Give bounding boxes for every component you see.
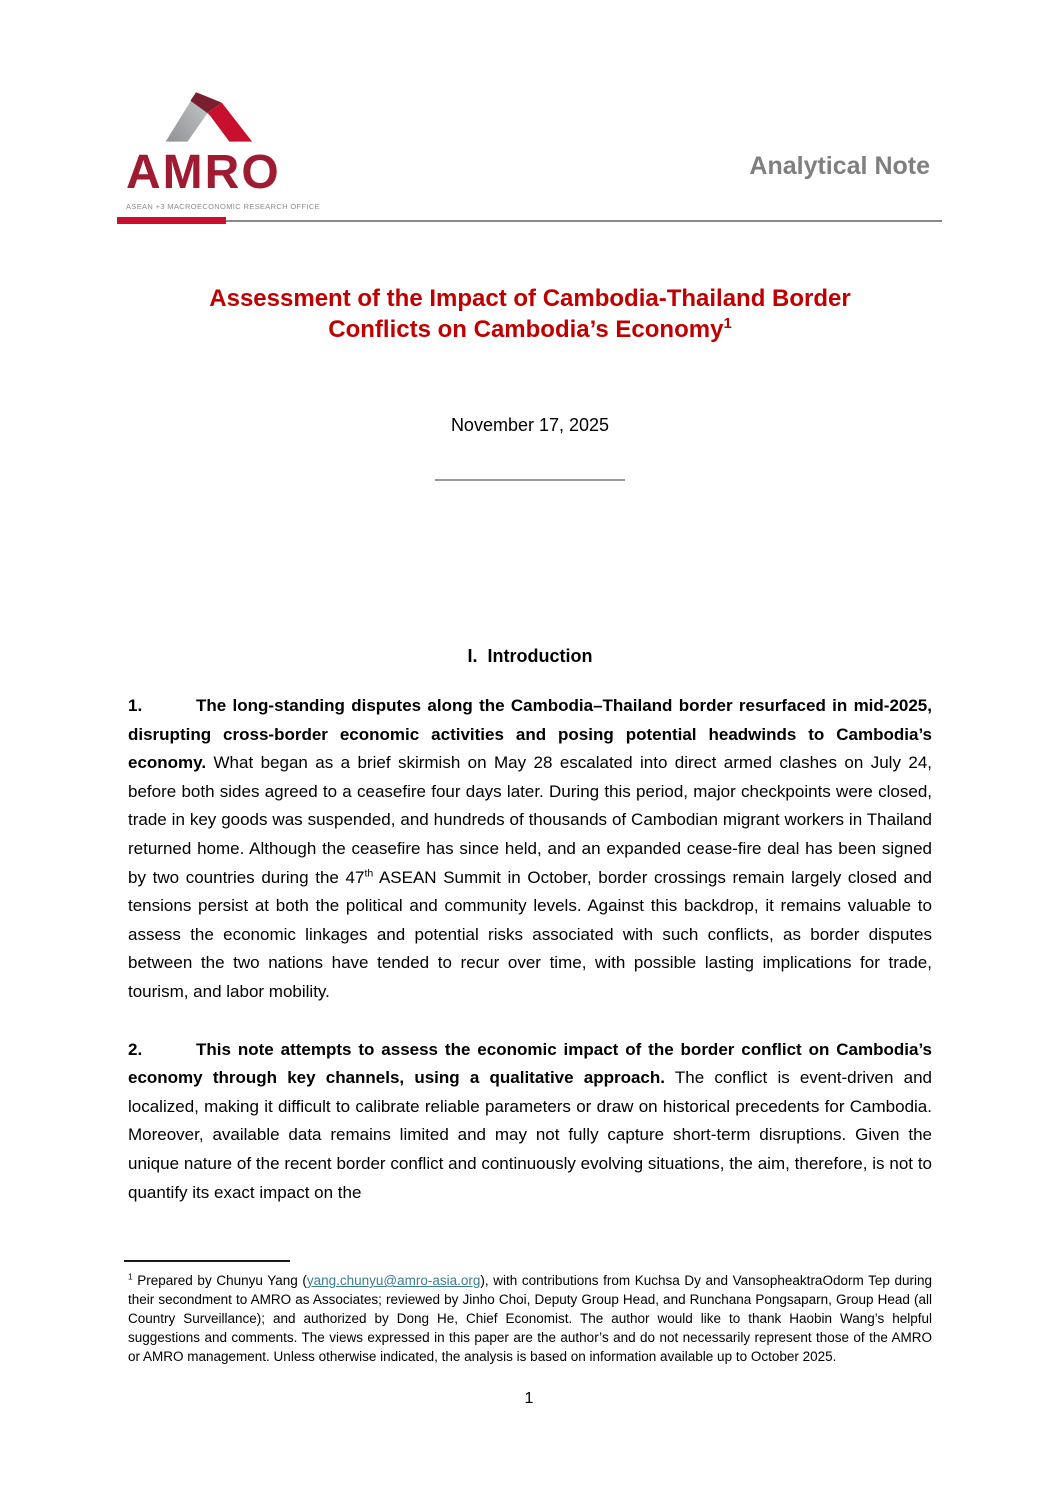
- paragraph-1: [128, 692, 932, 1007]
- date-divider-line: [435, 479, 625, 481]
- paragraph-1-number: 1.: [128, 696, 143, 715]
- paragraph-1-lead: The long-standing disputes along the Cambodia–Thailand border resurfaced in mid-2025, disrupting cross-border economic activities and posing potential headwinds to Cambodia’s economy.: [128, 696, 932, 773]
- paragraph-2: [128, 1036, 932, 1208]
- author-email-link[interactable]: yang.chunyu@amro-asia.org: [306, 1273, 481, 1289]
- brand-name: AMRO: [126, 146, 281, 199]
- amro-a-mark-icon: [160, 86, 255, 144]
- title-line-2: Conflicts on Cambodia’s Economy$^1$: [328, 316, 732, 343]
- paragraph-2-text: The conflict is event-driven and localized, making it difficult to calibrate reliable parameters or draw on historical precedents for Cambodia. Moreover, available data remains limited and may not fully capture short-term disruptions. Given the unique nature of the recent border conflict and continuously evolving situations, the aim, therefore, is not to quantify its exact impact on the: [128, 1068, 932, 1202]
- brand-tagline: ASEAN +3 MACROECONOMIC RESEARCH OFFICE: [126, 202, 320, 211]
- main-content: [0, 283, 1058, 1366]
- document-date: November 17, 2025: [450, 415, 610, 435]
- paragraph-1-text-cont: ASEAN Summit in October, border crossings remain largely closed and tensions persist at both the political and community levels. Against this backdrop, it remains valuable to assess the economic linkages and potential risks associated with such conflicts, as border disputes between the two nations have tended to recur over time, with possible lasting implications for trade, tourism, and labor mobility.: [128, 867, 932, 1001]
- page-title: [128, 283, 932, 345]
- footnote: [128, 1271, 932, 1366]
- section-heading-introduction: I. Introduction: [467, 646, 593, 666]
- header-rule-red-segment: [117, 217, 226, 224]
- footnote-text-before-link: Prepared by Chunyu Yang (: [132, 1273, 307, 1289]
- amro-logo: [126, 86, 320, 211]
- paragraph-1-text: What began as a brief skirmish on May 28 escalated into direct armed clashes on July 24, before both sides agreed to a ceasefire four days later. During this period, major checkpoints were closed, trade in key goods was suspended, and hundreds of thousands of Cambodian migrant workers in Thailand returned home. Although the ceasefire has since held, and an expanded cease-fire deal has been signed by two countries during the 47: [128, 753, 932, 887]
- footnote-separator: [124, 1260, 290, 1262]
- footnote-text-after-link: ), with contributions from Kuchsa Dy and VansopheaktraOdorm Tep during their secondment to AMRO as Associates; reviewed by Jinho Choi, Deputy Group Head, and Runchana Pongsaparn, Group Head (all Country Surveillance); and authorized by Dong He, Chief Economist. The author would like to thank Haobin Wang’s helpful suggestions and comments. The views expressed in this paper are the author’s and do not necessarily represent those of the AMRO or AMRO management. Unless otherwise indicated, the analysis is based on information available up to October 2025.: [128, 1273, 932, 1365]
- header-rule-gray-segment: [226, 220, 942, 222]
- paragraph-1-superscript: th: [364, 866, 374, 879]
- footnote-marker: 1: [128, 1271, 133, 1282]
- paragraph-2-lead: This note attempts to assess the economic impact of the border conflict on Cambodia’s economy through key channels, using a qualitative approach.: [128, 1039, 932, 1088]
- header-rule: [117, 217, 942, 224]
- paragraph-2-number: 2.: [128, 1039, 143, 1059]
- title-footnote-ref: 1: [723, 316, 732, 332]
- page-number: 1: [524, 1390, 534, 1407]
- document-type-label: Analytical Note: [749, 152, 930, 180]
- page-header: [0, 0, 1058, 283]
- title-line-1: Assessment of the Impact of Cambodia-Thailand Border: [209, 285, 851, 312]
